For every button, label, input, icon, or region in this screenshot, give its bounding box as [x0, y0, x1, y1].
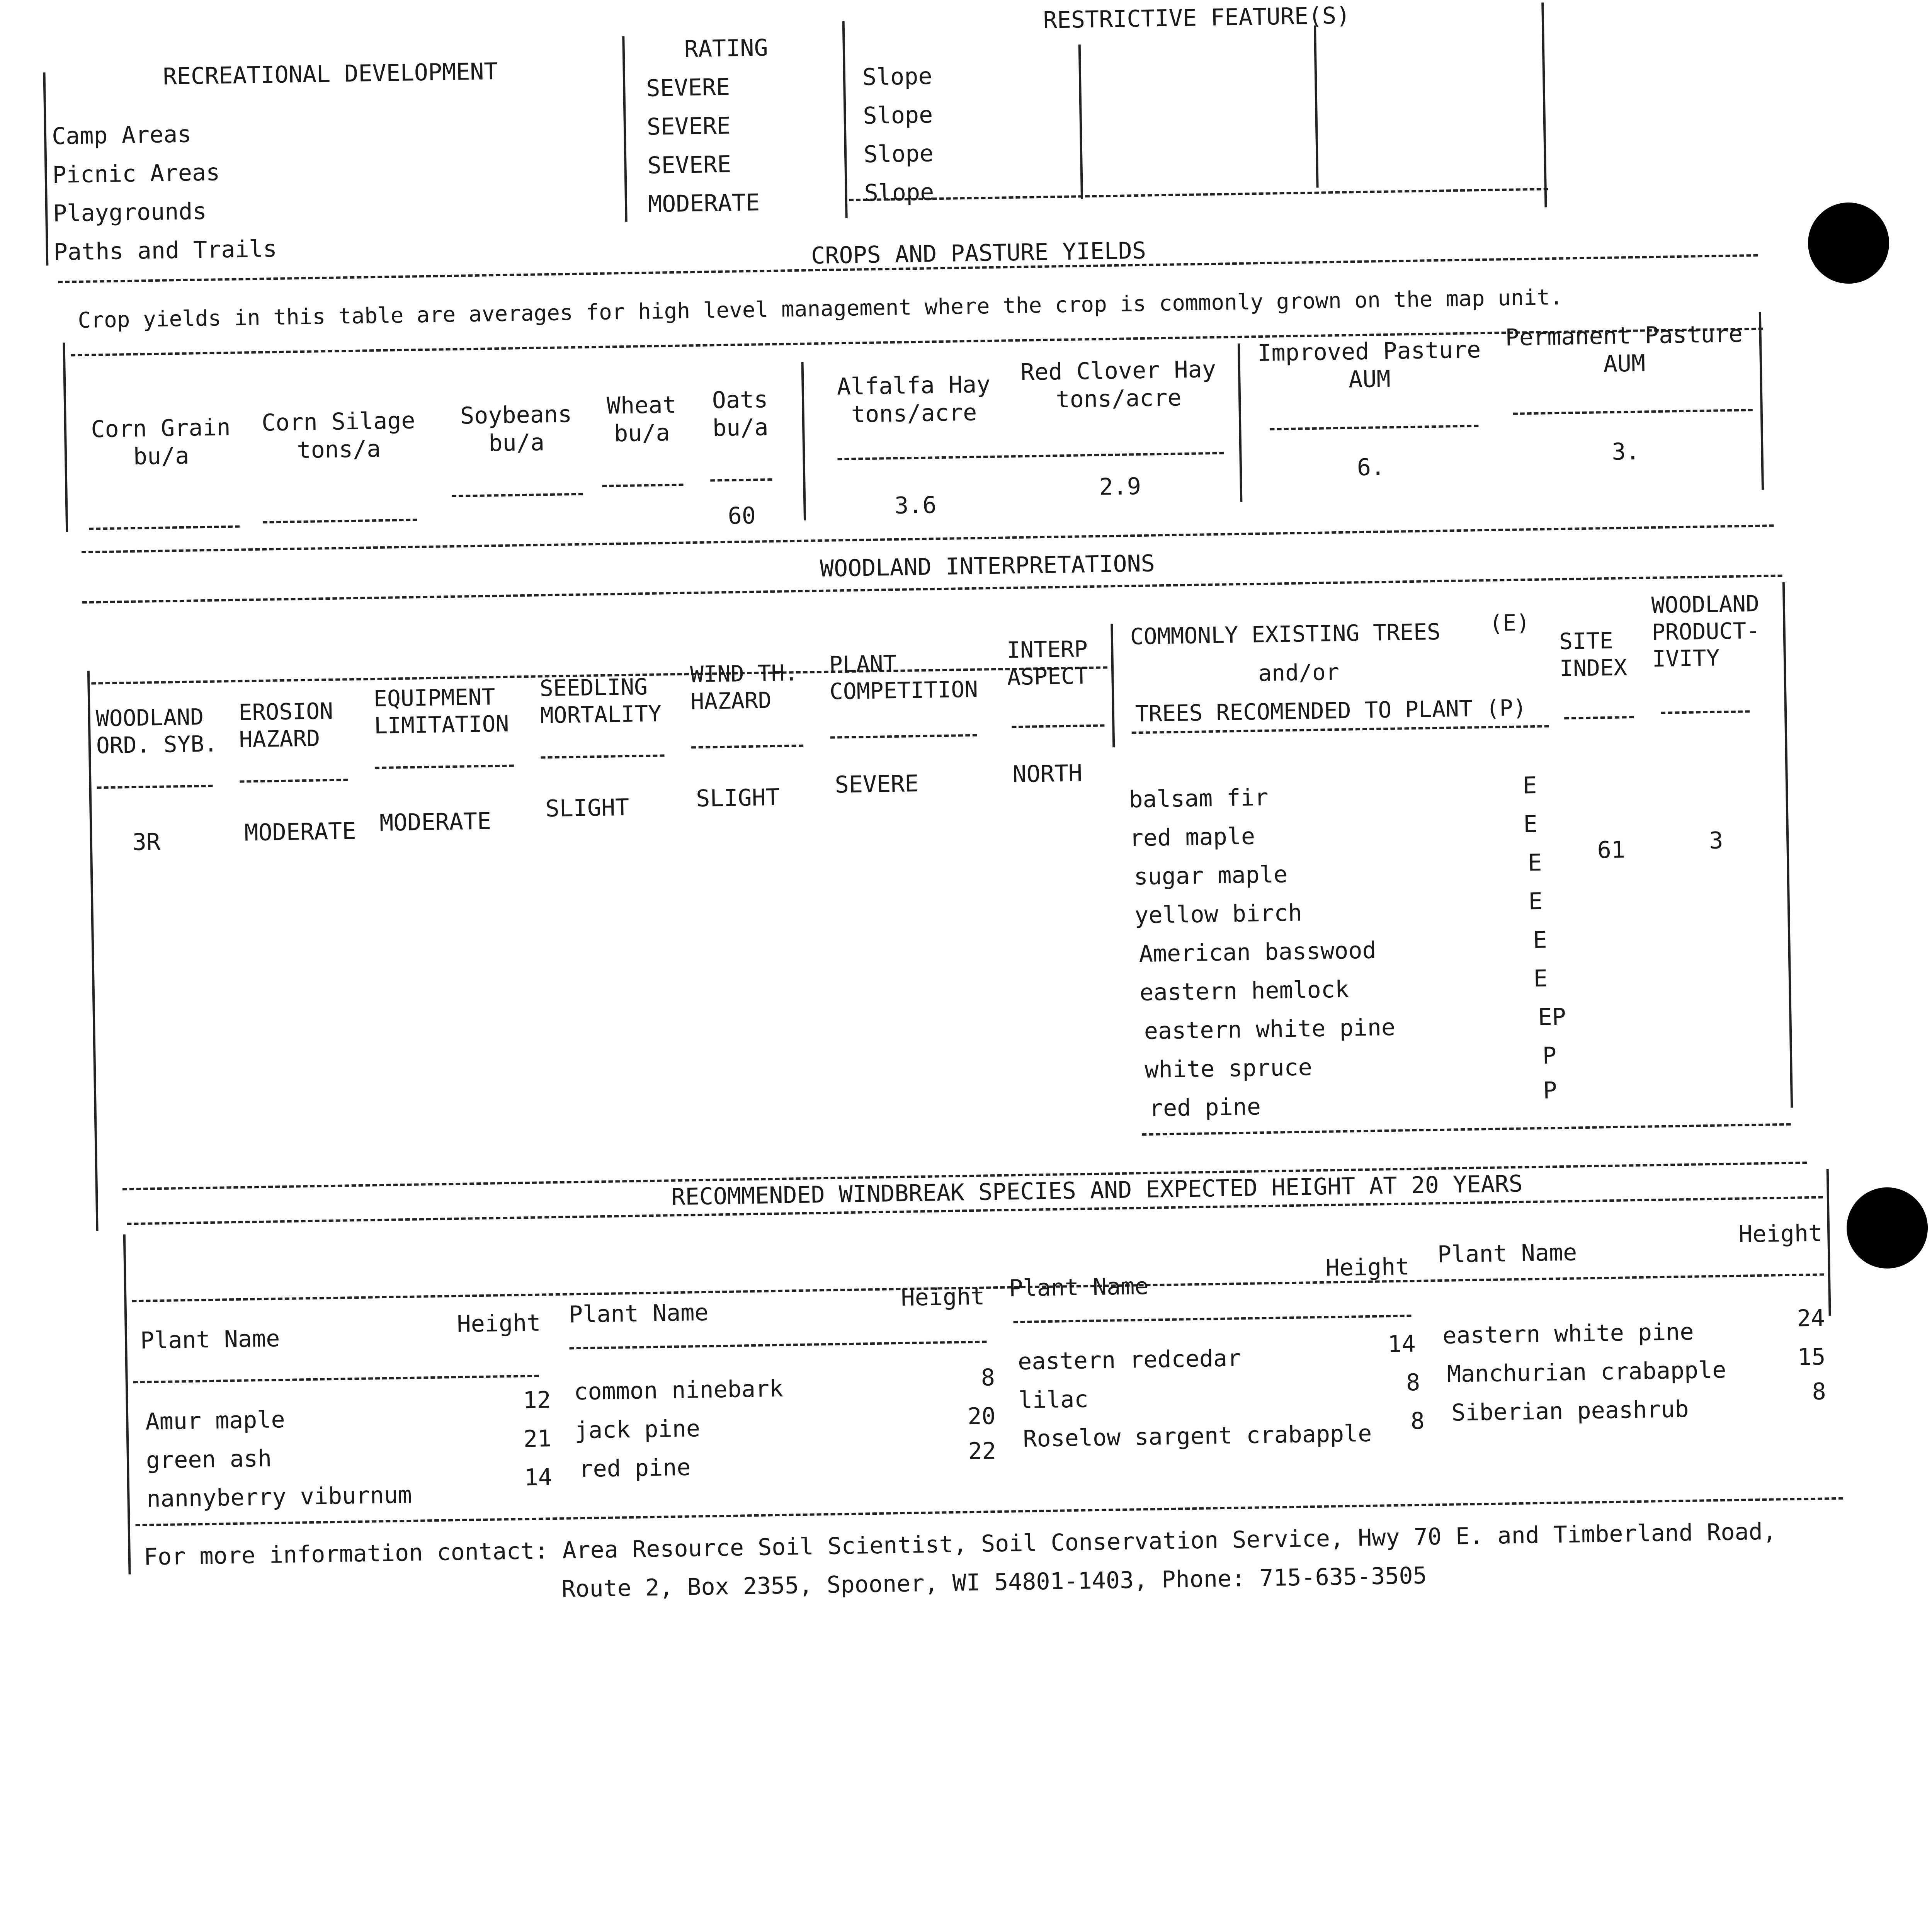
wb-plant-name: Siberian peashrub — [1451, 1395, 1689, 1427]
crop-value: 3. — [1611, 438, 1640, 466]
wb-plant-header: Plant Name — [1009, 1272, 1149, 1302]
wb-height: 12 — [522, 1386, 551, 1414]
tree-name: American basswood — [1139, 937, 1377, 968]
wood-hdr-trees-existing: (E) — [1489, 609, 1530, 636]
wood-hdr-equipment: LIMITATION — [374, 710, 509, 739]
rating-header: RATING — [684, 34, 769, 63]
wood-equipment-value: MODERATE — [379, 808, 492, 837]
wb-plant-name: green ash — [146, 1445, 272, 1474]
wood-hdr-trees-andor: and/or — [1258, 658, 1340, 687]
wb-height: 24 — [1796, 1304, 1825, 1332]
tree-name: red maple — [1129, 823, 1255, 852]
crop-col-name: Corn Grain — [90, 413, 231, 443]
rec-row-feature: Slope — [862, 63, 933, 91]
wood-hdr-seedling: MORTALITY — [540, 700, 662, 729]
wood-hdr-productivity: WOODLAND — [1651, 590, 1760, 619]
crop-value: 60 — [728, 502, 756, 530]
tree-code: E — [1532, 926, 1547, 954]
wb-plant-header: Plant Name — [1437, 1239, 1577, 1269]
crop-col-name: Permanent Pasture — [1505, 320, 1743, 352]
crop-value: 6. — [1357, 454, 1385, 481]
crop-col-unit: AUM — [1348, 365, 1391, 393]
crop-col-unit: bu/a — [614, 419, 670, 447]
crop-col-unit: AUM — [1603, 350, 1646, 378]
wb-height: 8 — [1410, 1407, 1425, 1435]
rec-row-rating: SEVERE — [646, 112, 731, 141]
rec-row-name: Camp Areas — [51, 121, 192, 150]
recreational-title: RECREATIONAL DEVELOPMENT — [163, 58, 498, 90]
rec-row-rating: SEVERE — [647, 151, 731, 179]
tree-name: red pine — [1149, 1093, 1261, 1122]
binder-hole-middle — [1846, 1187, 1928, 1269]
rec-row-feature: Slope — [863, 140, 934, 168]
wb-plant-name: lilac — [1018, 1386, 1088, 1414]
tree-name: sugar maple — [1134, 861, 1288, 891]
wb-height: 14 — [524, 1464, 553, 1492]
tree-code: E — [1523, 810, 1538, 838]
wood-aspect-value: NORTH — [1012, 760, 1083, 788]
tree-code: EP — [1537, 1003, 1566, 1031]
wb-height-header: Height — [456, 1309, 541, 1338]
wood-wind-value: SLIGHT — [696, 784, 780, 813]
wood-hdr-trees-plant: TREES RECOMENDED TO PLANT (P) — [1135, 694, 1527, 727]
wood-hdr-equipment: EQUIPMENT — [373, 684, 495, 712]
rec-row-name: Picnic Areas — [52, 159, 220, 189]
wb-plant-name: Roselow sargent crabapple — [1022, 1420, 1372, 1453]
crop-col-name: Alfalfa Hay — [837, 371, 991, 401]
rec-row-name: Paths and Trails — [53, 235, 277, 266]
rec-row-feature: Slope — [863, 101, 933, 130]
wb-plant-header: Plant Name — [140, 1325, 280, 1354]
windbreak-title: RECOMMENDED WINDBREAK SPECIES AND EXPECTED HEIGHT AT 20 YEARS — [671, 1170, 1523, 1211]
crop-value: 2.9 — [1099, 473, 1141, 501]
wood-hdr-ord: WOODLAND — [95, 704, 204, 732]
crop-col-name: Wheat — [606, 391, 677, 420]
crop-col-unit: tons/acre — [1056, 384, 1182, 413]
wood-competition-value: SEVERE — [835, 770, 919, 799]
tree-code: P — [1542, 1042, 1557, 1070]
wb-height-header: Height — [1325, 1253, 1410, 1282]
wood-hdr-seedling: SEEDLING — [539, 673, 648, 702]
wb-height: 20 — [967, 1403, 996, 1430]
wood-site-index-value: 61 — [1597, 836, 1626, 864]
wb-height-header: Height — [1738, 1219, 1823, 1248]
wb-plant-name: common ninebark — [573, 1375, 784, 1406]
wb-plant-header: Plant Name — [568, 1299, 709, 1328]
tree-code: E — [1527, 849, 1542, 877]
tree-code: P — [1543, 1077, 1558, 1104]
tree-code: E — [1522, 772, 1537, 799]
wb-height: 8 — [1812, 1378, 1827, 1405]
wood-hdr-wind: WIND TH. — [690, 659, 799, 688]
contact-line-2: Route 2, Box 2355, Spooner, WI 54801-1403, Phone: 715-635-3505 — [561, 1562, 1427, 1603]
wood-hdr-productivity: PRODUCT- — [1651, 617, 1760, 645]
wood-hdr-site: SITE — [1559, 627, 1614, 655]
wb-height-header: Height — [901, 1283, 985, 1311]
crop-col-name: Oats — [712, 386, 768, 414]
wb-height: 15 — [1797, 1343, 1826, 1371]
wood-hdr-erosion: HAZARD — [239, 725, 320, 753]
rec-row-rating: SEVERE — [646, 73, 730, 102]
wb-height: 14 — [1387, 1330, 1416, 1358]
rec-row-name: Playgrounds — [53, 197, 207, 228]
tree-name: balsam fir — [1128, 784, 1269, 813]
wb-height: 21 — [523, 1425, 552, 1453]
wb-height: 8 — [981, 1364, 995, 1391]
wood-hdr-ord: ORD. SYB. — [96, 730, 218, 759]
rec-row-rating: MODERATE — [648, 189, 760, 218]
crop-col-unit: bu/a — [488, 429, 545, 457]
wb-plant-name: eastern redcedar — [1017, 1345, 1242, 1376]
wb-plant-name: Manchurian crabapple — [1447, 1356, 1726, 1388]
wood-hdr-site: INDEX — [1559, 654, 1628, 682]
wood-hdr-aspect: INTERP — [1006, 636, 1088, 663]
wb-plant-name: red pine — [578, 1454, 691, 1483]
crop-col-unit: bu/a — [133, 442, 189, 470]
wb-plant-name: Amur maple — [145, 1406, 286, 1435]
tree-code: E — [1528, 888, 1543, 915]
binder-hole-top — [1807, 202, 1889, 284]
wb-height: 22 — [968, 1437, 997, 1465]
wood-hdr-competition: PLANT — [829, 650, 897, 678]
wood-ord-value: 3R — [132, 828, 161, 856]
contact-line-1: For more information contact: Area Resource Soil Scientist, Soil Conservation Service, Hwy 70 E. and Timberland Road, — [143, 1518, 1777, 1571]
tree-name: eastern hemlock — [1139, 976, 1349, 1007]
wood-hdr-erosion: EROSION — [238, 697, 333, 726]
crop-col-name: Soybeans — [460, 401, 572, 430]
crop-col-name: Corn Silage — [261, 407, 416, 437]
crop-col-unit: tons/a — [297, 435, 381, 464]
wood-seedling-value: SLIGHT — [545, 794, 629, 823]
wb-plant-name: nannyberry viburnum — [146, 1481, 412, 1513]
tree-code: E — [1533, 965, 1548, 993]
wb-height: 8 — [1406, 1369, 1420, 1396]
crops-title: CROPS AND PASTURE YIELDS — [811, 237, 1146, 270]
crops-note: Crop yields in this table are averages for high level management where the crop is commonly grown on the map unit. — [78, 284, 1563, 333]
wood-hdr-aspect: ASPECT — [1007, 662, 1088, 690]
wood-hdr-productivity: IVITY — [1652, 645, 1720, 672]
wb-plant-name: jack pine — [574, 1415, 701, 1444]
wood-hdr-competition: COMPETITION — [829, 676, 978, 705]
tree-name: white spruce — [1144, 1054, 1313, 1083]
crop-col-name: Improved Pasture — [1257, 336, 1481, 367]
tree-name: yellow birch — [1134, 899, 1303, 929]
wood-hdr-trees: COMMONLY EXISTING TREES — [1130, 618, 1441, 650]
crop-col-unit: tons/acre — [851, 399, 977, 428]
crop-col-name: Red Clover Hay — [1020, 355, 1216, 386]
rec-row-feature: Slope — [864, 179, 934, 207]
tree-name: eastern white pine — [1144, 1014, 1396, 1045]
wood-productivity-value: 3 — [1709, 827, 1723, 854]
wood-hdr-wind: HAZARD — [690, 687, 772, 714]
crop-col-unit: bu/a — [712, 414, 769, 442]
wb-plant-name: eastern white pine — [1442, 1318, 1694, 1349]
crop-value: 3.6 — [894, 492, 937, 519]
woodland-title: WOODLAND INTERPRETATIONS — [820, 550, 1155, 583]
wood-erosion-value: MODERATE — [244, 817, 356, 847]
restrictive-features-header: RESTRICTIVE FEATURE(S) — [1043, 2, 1350, 34]
